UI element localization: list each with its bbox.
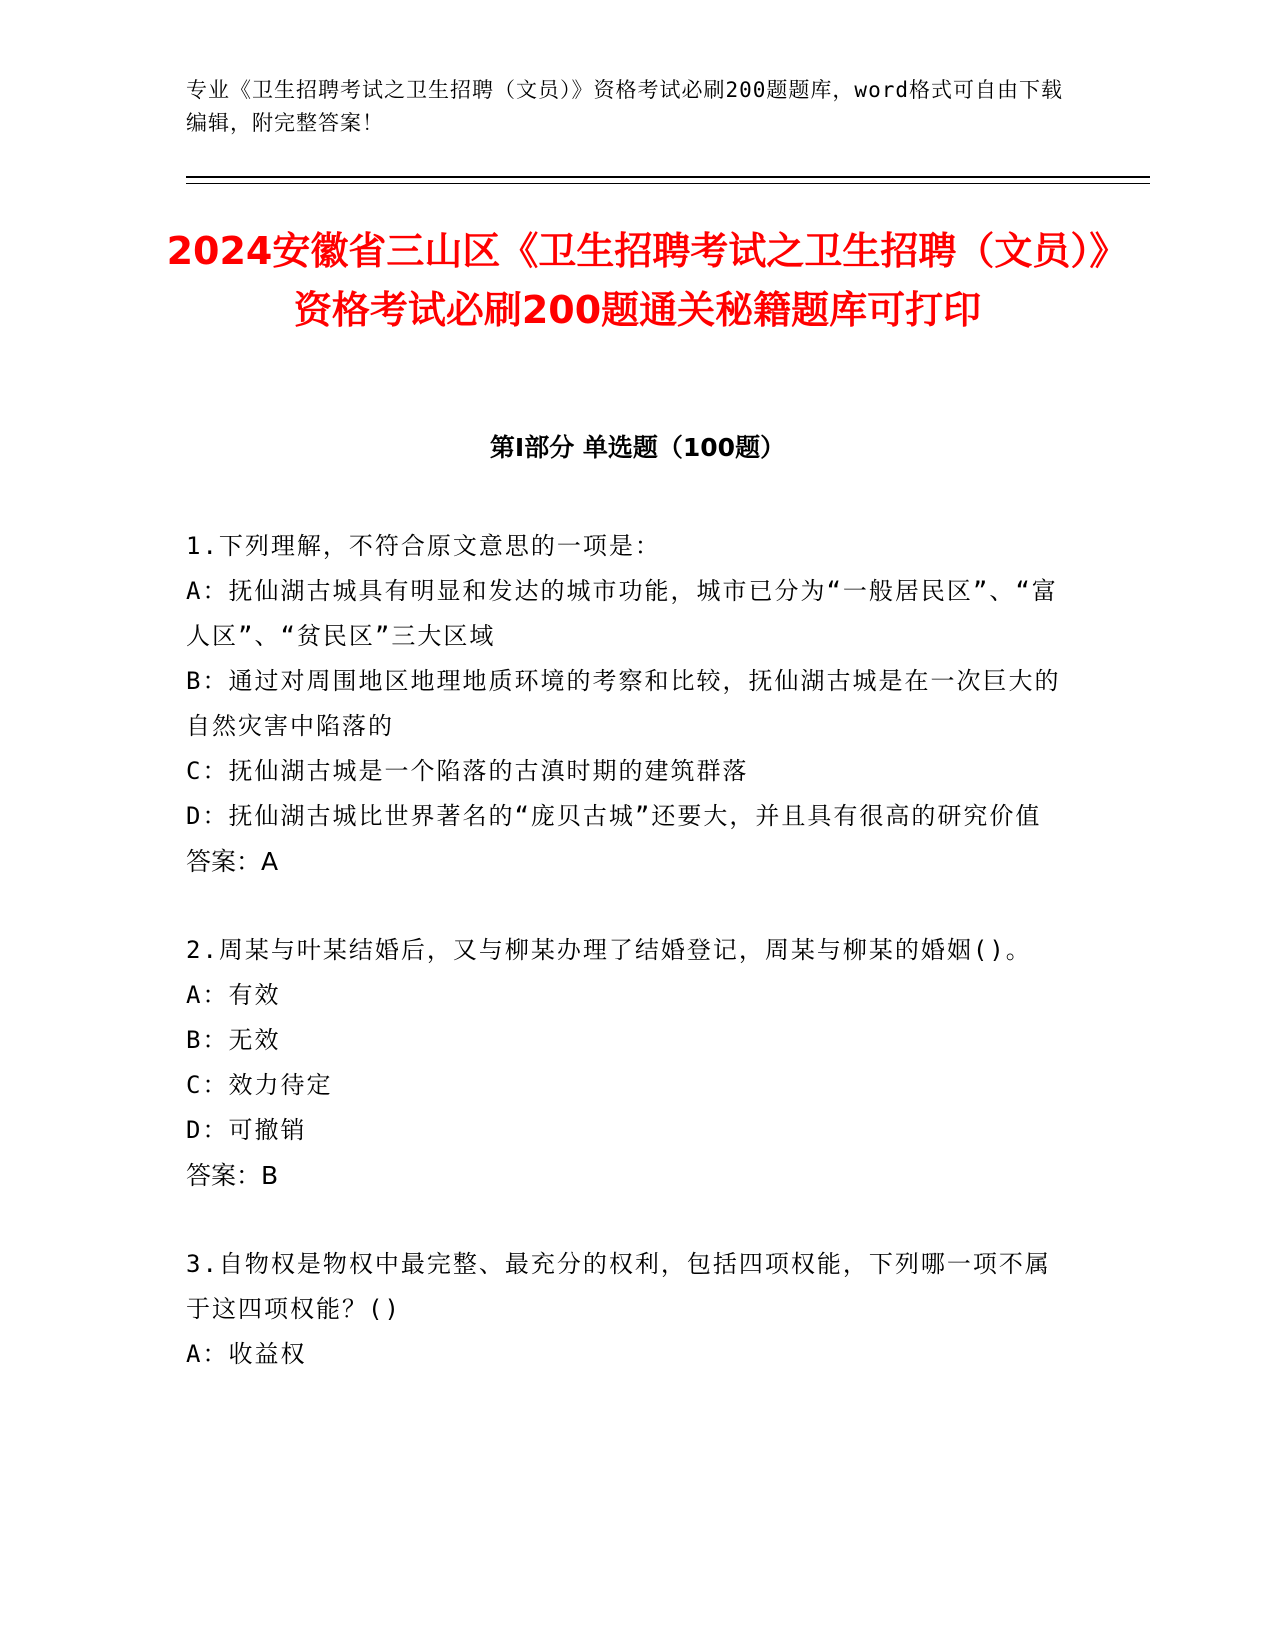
option-a: A：有效 [186, 981, 281, 1009]
question-list [186, 524, 1066, 1377]
question-1 [186, 524, 1066, 884]
answer-label: 答案：A [186, 847, 279, 876]
question-text: 3.自物权是物权中最完整、最充分的权利，包括四项权能，下列哪一项不属于这四项权能？() [186, 1250, 1051, 1323]
option-a: A：收益权 [186, 1340, 307, 1368]
option-d: D：可撤销 [186, 1116, 307, 1144]
option-c: C：抚仙湖古城是一个陷落的古滇时期的建筑群落 [186, 757, 749, 785]
option-b: B：通过对周围地区地理地质环境的考察和比较，抚仙湖古城是在一次巨大的自然灾害中陷落的 [186, 667, 1061, 740]
option-a: A：抚仙湖古城具有明显和发达的城市功能，城市已分为“一般居民区”、“富人区”、“贫民区”三大区域 [186, 577, 1058, 650]
option-c: C：效力待定 [186, 1071, 333, 1099]
question-2 [186, 928, 1066, 1198]
option-b: B：无效 [186, 1026, 281, 1054]
header-note: 专业《卫生招聘考试之卫生招聘（文员）》资格考试必刷200题题库，word格式可自由下载编辑，附完整答案！ [186, 78, 1063, 135]
question-text: 1.下列理解，不符合原文意思的一项是： [186, 532, 661, 560]
option-d: D：抚仙湖古城比世界著名的“庞贝古城”还要大，并且具有很高的研究价值 [186, 802, 1042, 830]
header-divider-thin [186, 183, 1150, 184]
document-title: 2024安徽省三山区《卫生招聘考试之卫生招聘（文员）》资格考试必刷200题通关秘籍题库可打印 [166, 229, 1109, 332]
header-divider [186, 176, 1150, 178]
question-text: 2.周某与叶某结婚后，又与柳某办理了结婚登记，周某与柳某的婚姻()。 [186, 936, 1032, 964]
section-heading: 第Ⅰ部分 单选题（100题） [489, 433, 786, 462]
answer-label: 答案：B [186, 1161, 279, 1190]
question-3 [186, 1242, 1066, 1377]
